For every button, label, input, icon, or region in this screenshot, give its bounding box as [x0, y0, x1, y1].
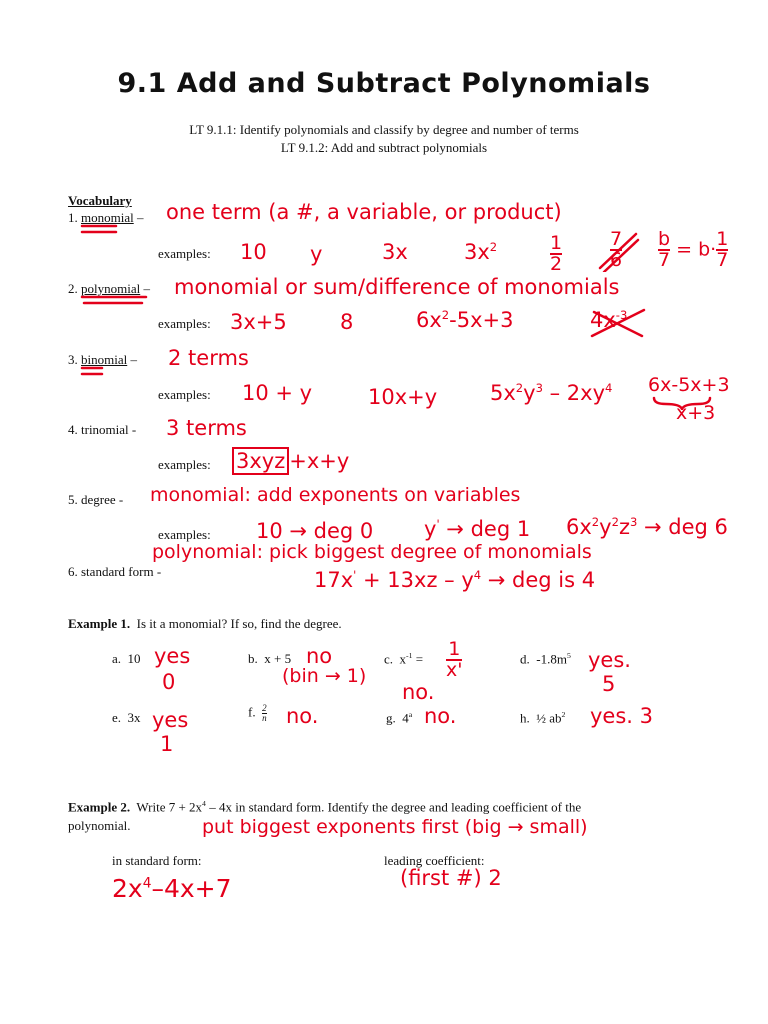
polynomial-definition: monomial or sum/difference of monomials: [174, 275, 620, 299]
binomial-simplified: x+3: [676, 402, 716, 424]
example2-note: put biggest exponents first (big → small): [202, 816, 588, 838]
vocab-degree-label: 5. degree -: [68, 492, 124, 507]
cross-out-mark: [588, 306, 648, 340]
trinomial-definition: 3 terms: [166, 416, 247, 440]
example1-item-f: f. $\frac{2}{n}$: [248, 703, 267, 723]
underline-mark: [80, 293, 150, 307]
binomial-example: $5x^2y^3 - 2xy^4$: [490, 381, 613, 405]
monomial-example: 10: [240, 240, 267, 264]
brace-mark: [652, 396, 712, 410]
example1-item-d: d. $-1.8m^5$: [520, 651, 571, 667]
example1-answer-h: yes. 3: [590, 704, 653, 728]
trinomial-example: 3xyz +x+y: [232, 451, 349, 472]
example2-prompt: Example 2. Write $7 + 2x^4 - 4x$ in standard form. Identify the degree and leading coefficient of the: [68, 799, 582, 815]
example1-answer-c: $\frac{1}{x'}$: [446, 638, 463, 681]
learning-target-2: LT 9.1.2: Add and subtract polynomials: [280, 140, 488, 155]
monomial-definition: one term (a #, a variable, or product): [166, 200, 562, 224]
underline-mark: [80, 222, 120, 236]
page-title: 9.1 Add and Subtract Polynomials: [117, 68, 651, 99]
binomial-example: 10x+y: [368, 385, 438, 409]
examples-label: examples:: [158, 457, 211, 472]
example1-verdict-c: no.: [402, 680, 435, 704]
cross-out-mark: [596, 228, 640, 272]
vocab-polynomial-label: 2. polynomial –: [68, 281, 150, 296]
examples-label: examples:: [158, 387, 211, 402]
example1-prompt: Example 1. Is it a monomial? If so, find the degree.: [68, 616, 342, 631]
example1-degree-d: 5: [602, 672, 616, 696]
binomial-example: 10 + y: [242, 381, 313, 405]
example1-answer-g: no.: [424, 704, 457, 728]
example1-answer-e: yes: [152, 708, 189, 732]
example1-degree-a: 0: [162, 670, 176, 694]
example1-item-h: h. ½ $ab^2$: [520, 710, 566, 726]
standard-form-example: $17x' + 13xz - y^4$ → deg is 4: [314, 568, 596, 592]
monomial-example: 3x: [382, 240, 408, 264]
example1-degree-e: 1: [160, 732, 174, 756]
monomial-example-fraction: $\frac{b}{7}$ = b· $\frac{1}{7}$: [658, 228, 729, 271]
example1-item-e: e. 3x: [112, 710, 141, 725]
example2-prompt-cont: polynomial.: [68, 818, 131, 833]
monomial-example-fraction: $\frac{1}{2}$: [550, 232, 563, 275]
monomial-nonexample-fraction: $\frac{7}{6}$: [610, 228, 623, 271]
leading-coefficient-label: leading coefficient:: [384, 853, 485, 868]
polynomial-example: 3x+5: [230, 310, 287, 334]
polynomial-example: 8: [340, 310, 354, 334]
polynomial-nonexample: $4x^{-3}$: [590, 308, 628, 332]
degree-polynomial-note: polynomial: pick biggest degree of monomials: [152, 541, 592, 563]
example1-item-a: a. 10: [112, 651, 141, 666]
examples-label: examples:: [158, 316, 211, 331]
example1-item-g: g. 4$^a$: [386, 710, 413, 726]
degree-example: $6x^2y^2z^3$ → deg 6: [566, 515, 728, 539]
polynomial-example: $6x^2-5x+3$: [416, 308, 514, 332]
vocab-standard-form-label: 6. standard form -: [68, 564, 162, 579]
degree-example: 10 → deg 0: [256, 519, 374, 543]
vocab-binomial-label: 3. binomial –: [68, 352, 137, 367]
vocab-trinomial-label: 4. trinomial -: [68, 422, 137, 437]
standard-form-answer: $2x^4-4x+7$: [112, 874, 232, 903]
vocabulary-heading: Vocabulary: [68, 193, 132, 208]
leading-coefficient-answer: (first #) 2: [400, 866, 502, 890]
learning-target-1: LT 9.1.1: Identify polynomials and classify by degree and number of terms: [189, 122, 579, 137]
vocab-monomial-label: 1. monomial –: [68, 210, 144, 225]
monomial-example: $3x^2$: [464, 240, 498, 264]
example1-note-b: (bin → 1): [282, 665, 367, 687]
examples-label: examples:: [158, 246, 211, 261]
examples-label: examples:: [158, 527, 211, 542]
example1-item-c: c. $x^{-1}$ =: [384, 651, 424, 667]
example1-answer-f: no.: [286, 704, 319, 728]
standard-form-label: in standard form:: [112, 853, 202, 868]
example1-answer-b: no: [306, 644, 333, 668]
binomial-example: 6x-5x+3: [648, 374, 730, 396]
binomial-definition: 2 terms: [168, 346, 249, 370]
underline-mark: [80, 364, 106, 378]
degree-example: y' → deg 1: [424, 517, 531, 541]
example1-item-b: b. x + 5: [248, 651, 292, 666]
example1-answer-a: yes: [154, 644, 191, 668]
example1-answer-d: yes.: [588, 648, 631, 672]
monomial-example: y: [310, 242, 323, 266]
degree-definition: monomial: add exponents on variables: [150, 484, 521, 506]
